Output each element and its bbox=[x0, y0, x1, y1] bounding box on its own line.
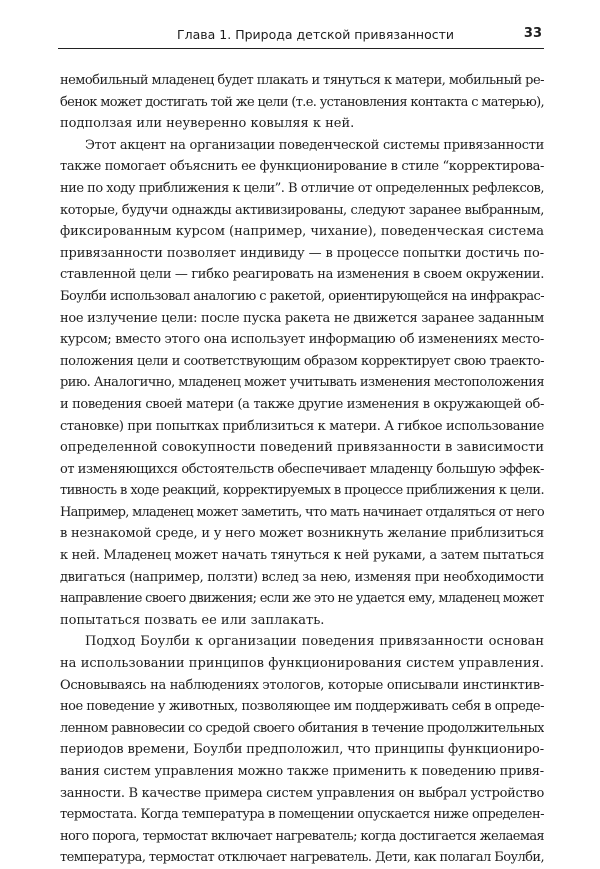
text-line: ставленной цели — гибко реагировать на изменения в своем окружении. bbox=[60, 267, 544, 283]
page-number: 33 bbox=[523, 26, 542, 41]
text-line: ное излучение цели: после пуска ракета не движется заранее заданным bbox=[60, 310, 544, 326]
text-line: и поведения своей матери (а также другие изменения в окружающей об- bbox=[60, 396, 544, 412]
text-line: вания систем управления можно также применить к поведению привя- bbox=[60, 764, 544, 779]
text-line: также помогает объяснить ее функционирование в стиле “корректирова- bbox=[60, 159, 544, 175]
text-line: Основываясь на наблюдениях этологов, которые описывали инстинктив- bbox=[60, 677, 544, 693]
text-line: ленном равновесии со средой своего обитания в течение продолжительных bbox=[60, 720, 544, 736]
text-line: положения цели и соответствующим образом корректирует свою траекто- bbox=[60, 353, 544, 369]
paragraph bbox=[60, 631, 544, 869]
text-line: ние по ходу приближения к цели”. В отличие от определенных рефлексов, bbox=[60, 180, 544, 196]
text-line: тивность в ходе реакций, корректируемых в процессе приближения к цели. bbox=[60, 483, 544, 499]
text-line: подползая или неуверенно ковыляя к ней. bbox=[60, 116, 355, 132]
running-header bbox=[58, 26, 544, 49]
text-line: становке) при попытках приблизиться к матери. А гибкое использование bbox=[60, 418, 544, 434]
chapter-title: Глава 1. Природа детской привязанности bbox=[177, 27, 454, 42]
text-line: от изменяющихся обстоятельств обеспечивает младенцу большую эффек- bbox=[60, 461, 544, 477]
text-line: Например, младенец может заметить, что мать начинает отдаляться от него bbox=[60, 504, 544, 520]
text-line: ного порога, термостат включает нагреватель; когда достигается желаемая bbox=[60, 828, 544, 844]
text-line: ное поведение у животных, позволяющее им поддерживать себя в опреде- bbox=[60, 699, 544, 715]
text-line: Боулби использовал аналогию с ракетой, ориентирующейся на инфракрас- bbox=[60, 288, 544, 304]
text-line: бенок может достигать той же цели (т.е. установления контакта с матерью), bbox=[60, 94, 544, 110]
text-line: попытаться позвать ее или заплакать. bbox=[60, 612, 325, 628]
text-line: двигаться (например, ползти) вслед за нею, изменяя при необходимости bbox=[60, 569, 544, 585]
text-line: периодов времени, Боулби предположил, что принципы функциониро- bbox=[60, 742, 544, 758]
text-line: рию. Аналогично, младенец может учитывать изменения местоположения bbox=[60, 375, 544, 391]
body-text bbox=[60, 70, 544, 869]
text-line: на использовании принципов функционирования систем управления. bbox=[60, 656, 544, 672]
text-line: которые, будучи однажды активизированы, следуют заранее выбранным, bbox=[60, 202, 544, 218]
paragraph bbox=[60, 70, 544, 135]
text-line: занности. В качестве примера систем управления он выбрал устройство bbox=[60, 785, 544, 801]
text-line: определенной совокупности поведений привязанности в зависимости bbox=[60, 440, 544, 456]
text-line: термостата. Когда температура в помещении опускается ниже определен- bbox=[60, 807, 544, 823]
text-line: к ней. Младенец может начать тянуться к ней руками, а затем пытаться bbox=[60, 548, 544, 564]
text-line: курсом; вместо этого она использует информацию об изменениях место- bbox=[60, 332, 544, 348]
text-line: направление своего движения; если же это не удается ему, младенец может bbox=[60, 591, 544, 607]
text-line: привязанности позволяет индивиду — в процессе попытки достичь по- bbox=[60, 245, 544, 261]
text-line: Подход Боулби к организации поведения привязанности основан bbox=[85, 634, 544, 650]
text-line: фиксированным курсом (например, чихание), поведенческая система bbox=[60, 224, 544, 240]
text-line: температура, термостат отключает нагреватель. Дети, как полагал Боулби, bbox=[60, 850, 544, 866]
paragraph bbox=[60, 135, 544, 632]
text-line: Этот акцент на организации поведенческой системы привязанности bbox=[85, 137, 544, 153]
text-line: в незнакомой среде, и у него может возникнуть желание приблизиться bbox=[60, 526, 544, 542]
text-line: немобильный младенец будет плакать и тянуться к матери, мобильный ре- bbox=[60, 73, 544, 88]
